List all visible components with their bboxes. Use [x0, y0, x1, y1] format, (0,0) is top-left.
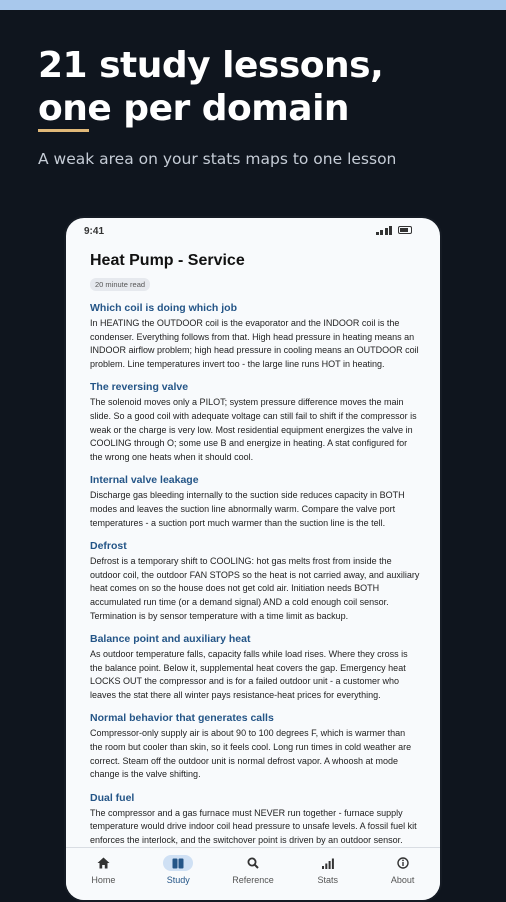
hero-subtitle: A weak area on your stats maps to one lesson [38, 150, 397, 168]
section-body: The compressor and a gas furnace must NEVER run together - furnace supply temperature would drive indoor coil head pressure to unsafe levels. A fossil fuel kit enforces the interlock, and the switchover point is driven by an outdoor sensor. [90, 807, 417, 846]
bar-chart-icon [313, 855, 343, 871]
nav-study[interactable] [141, 848, 216, 900]
search-icon [238, 855, 268, 871]
bottom-nav [66, 847, 440, 900]
lesson-title: Heat Pump - Service [90, 252, 245, 269]
phone-frame [64, 216, 442, 902]
status-bar [66, 218, 440, 244]
status-time: 9:41 [84, 226, 105, 237]
signal-icon [376, 225, 393, 235]
nav-reference[interactable] [216, 848, 291, 900]
headline-underline [38, 129, 89, 132]
book-icon [163, 855, 193, 871]
battery-icon [398, 226, 412, 234]
lesson-section [90, 540, 420, 623]
section-body: Discharge gas bleeding internally to the suction side reduces capacity in BOTH modes and leaves the suction line abnormally warm. Compare the valve port temperatures - a suction port much warmer than the suction line is the tell. [90, 490, 405, 528]
section-body: Defrost is a temporary shift to COOLING: hot gas melts frost from inside the outdoor coil, the outdoor FAN STOPS so the heat is not carried away, and auxiliary heat comes on so the house does not get cold air. Initiation needs BOTH accumulated run time (or a demand signal) AND a cold enough coil sensor. Termination is by sensor temperature with a time limit as backup. [90, 556, 420, 621]
nav-label: Stats [317, 875, 339, 885]
section-heading: Dual fuel [90, 791, 135, 804]
lesson-content[interactable] [90, 248, 420, 848]
section-body: As outdoor temperature falls, capacity falls while load rises. Where they cross is the balance point. Below it, supplemental heat covers the gap. Emergency heat LOCKS OUT the compressor and is for a failed outdoor unit - a customer who leaves the stat there all winter pays resistance-heat prices for everything. [90, 649, 408, 700]
lesson-section [90, 792, 420, 848]
lesson-section [90, 474, 420, 530]
nav-label: Home [91, 875, 116, 885]
section-body: The solenoid moves only a PILOT; system pressure difference moves the main slide. So a good coil with adequate voltage can still fail to shift if the compressor is weak or the charge is very low. Most residential equipment energizes the valve in COOLING through O; some use B and energize in heating. A stat configured for the wrong one heats when it should cool. [90, 397, 417, 462]
section-heading: Normal behavior that generates calls [90, 712, 274, 725]
status-icons [376, 225, 413, 235]
lesson-section [90, 633, 420, 702]
section-heading: Defrost [90, 540, 127, 553]
section-heading: Internal valve leakage [90, 474, 199, 487]
nav-stats[interactable] [290, 848, 365, 900]
lesson-section [90, 302, 420, 371]
nav-about[interactable] [365, 848, 440, 900]
headline-line-2: one per domain [38, 88, 350, 129]
lesson-section [90, 712, 420, 781]
nav-label: Reference [232, 875, 274, 885]
top-accent-bar [0, 0, 506, 10]
nav-label: About [390, 875, 415, 885]
read-time-badge: 20 minute read [90, 278, 150, 291]
info-icon [388, 855, 418, 871]
lesson-section [90, 381, 420, 464]
nav-home[interactable] [66, 848, 141, 900]
section-heading: Balance point and auxiliary heat [90, 633, 251, 646]
section-body: Compressor-only supply air is about 90 to 100 degrees F, which is warmer than the room but cooler than skin, so it feels cool. Long run times in cold weather are correct. Steam off the outdoor unit is normal defrost vapor. A whoosh at mode change is the valve shifting. [90, 728, 412, 780]
hero-headline [38, 44, 478, 130]
section-heading: The reversing valve [90, 381, 189, 394]
headline-line-1: 21 study lessons, [38, 45, 384, 86]
section-heading: Which coil is doing which job [90, 302, 237, 314]
section-body: In HEATING the OUTDOOR coil is the evaporator and the INDOOR coil is the condenser. Everything follows from that. High head pressure in heating means an INDOOR airflow problem; high head pressure in cooling means an OUTDOOR coil problem. Line temperatures invert too - the large line runs HOT in heating. [90, 318, 419, 369]
home-icon [88, 855, 118, 871]
nav-label: Study [166, 875, 190, 885]
